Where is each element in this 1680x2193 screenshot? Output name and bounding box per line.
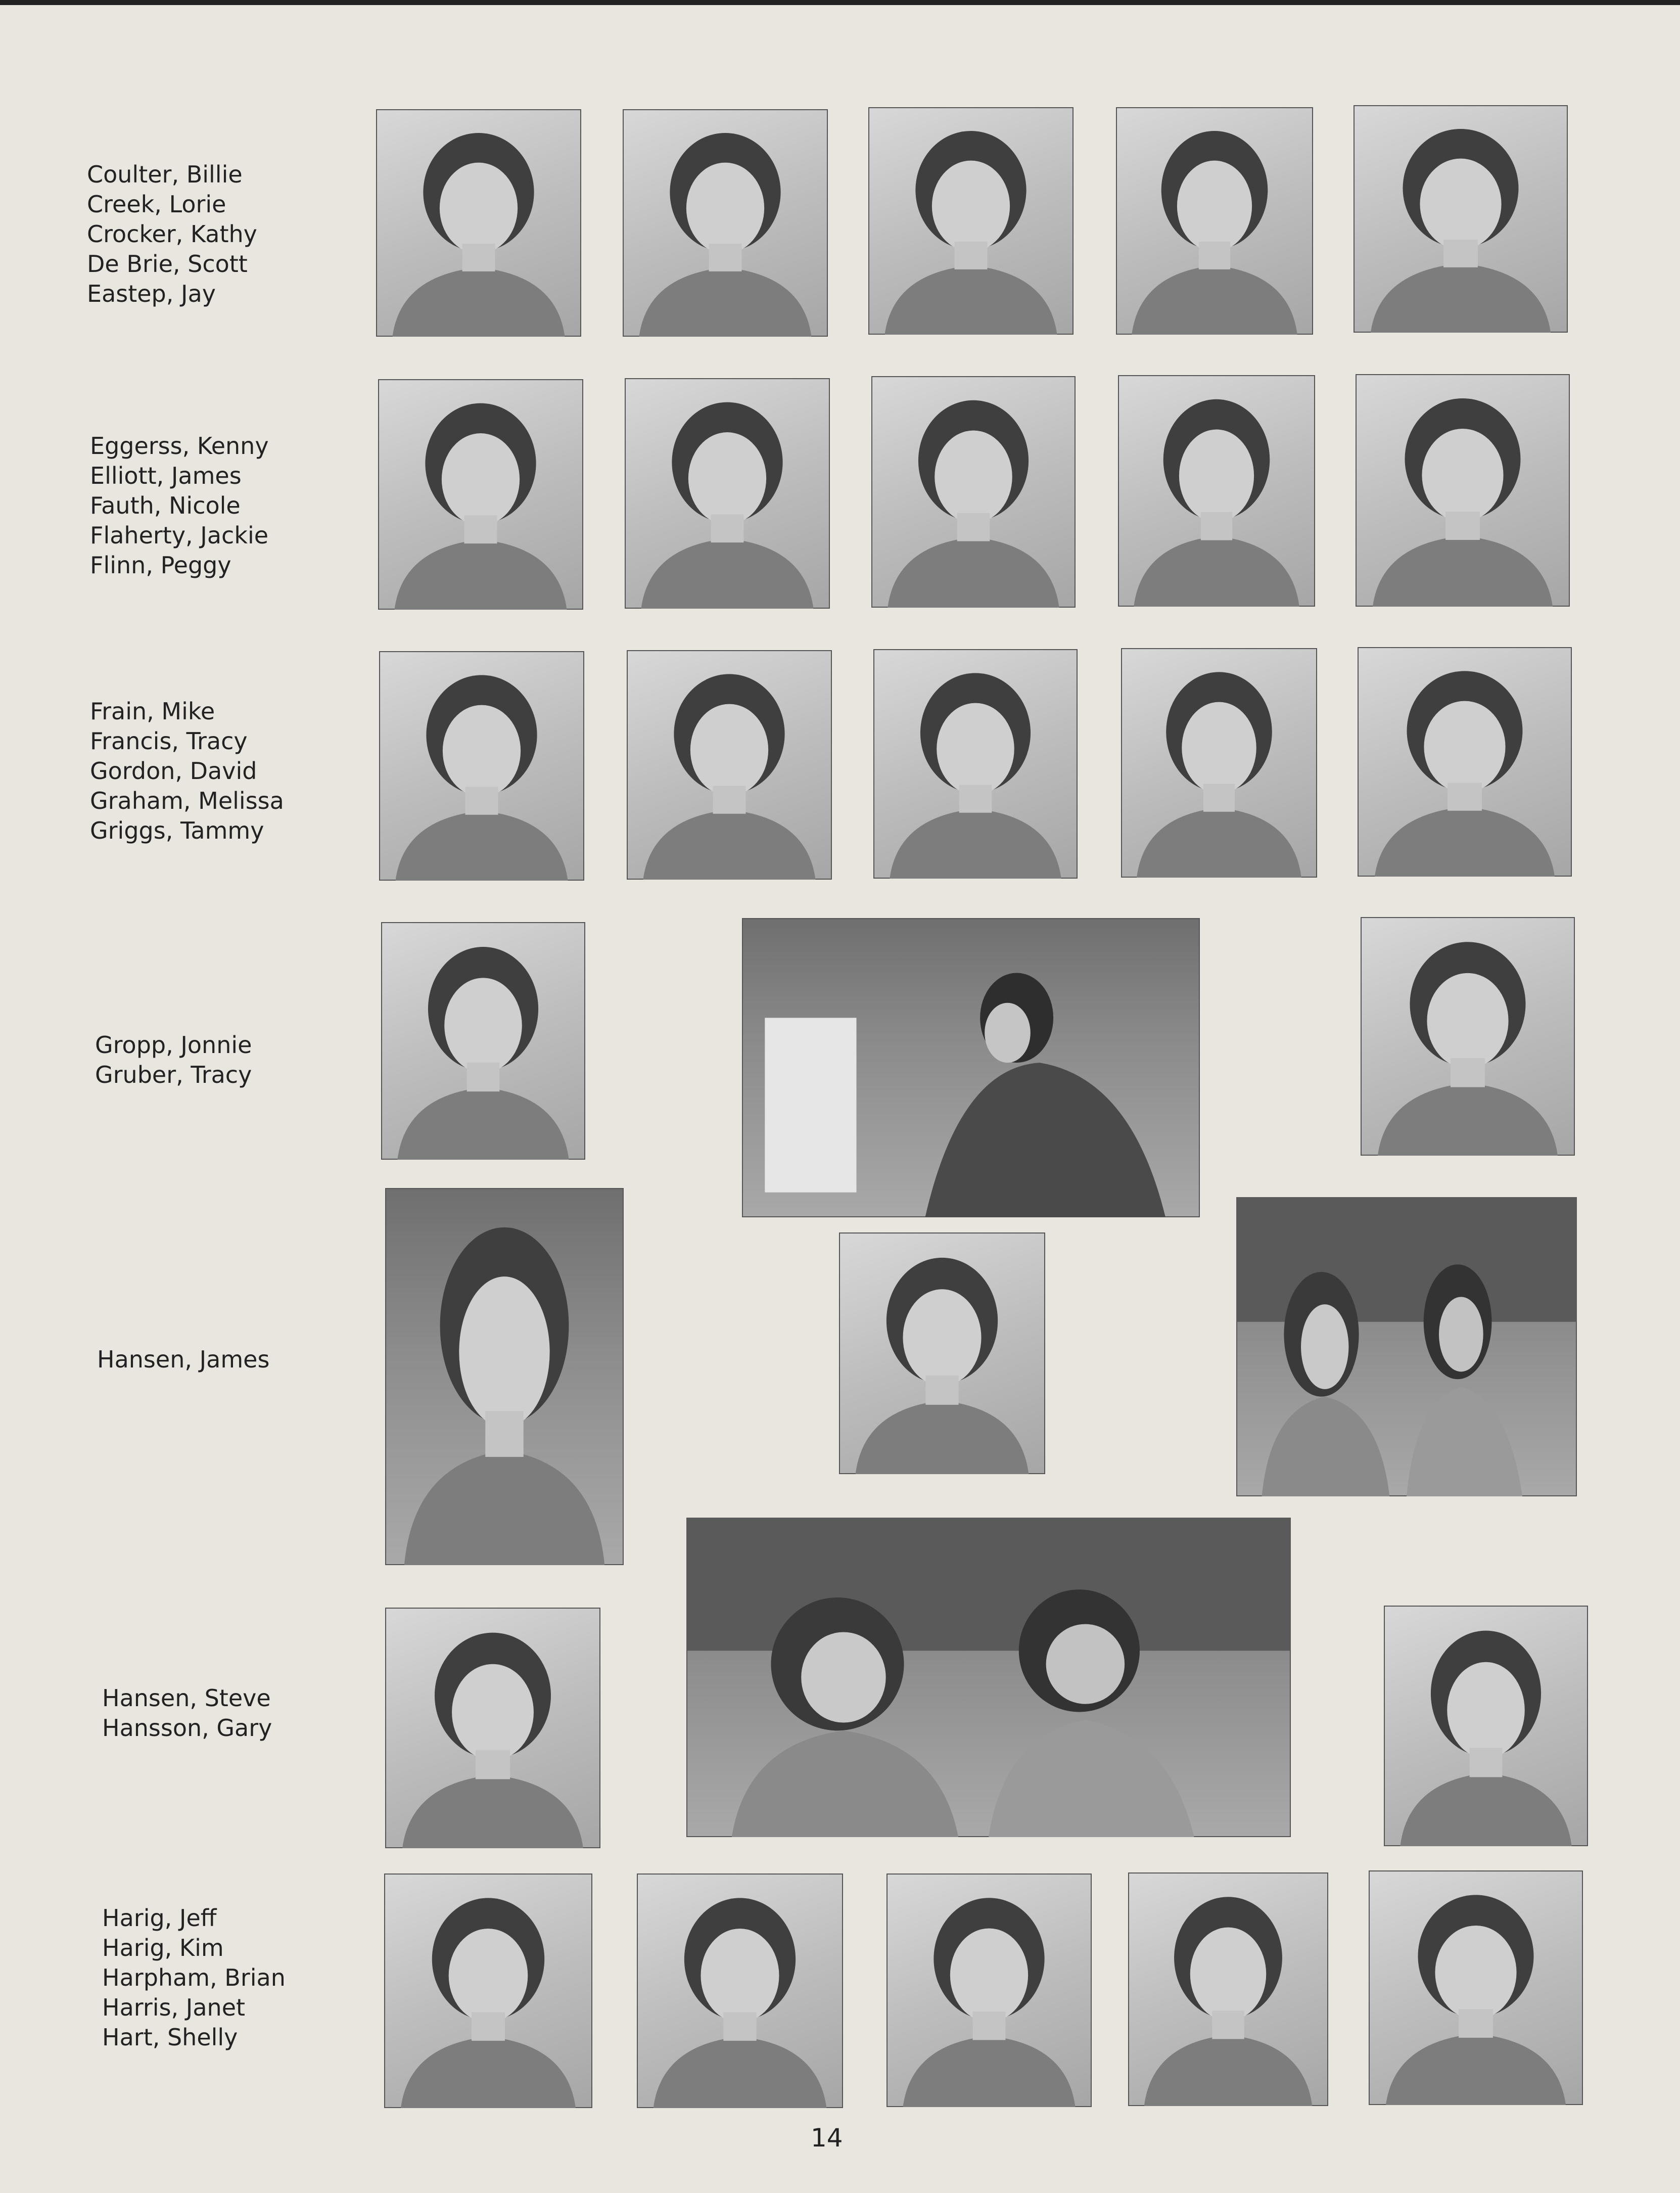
candid-photo-student-glasses [385,1188,624,1565]
name-list-row-4 [95,1030,252,1090]
student-name: Hansen, Steve [102,1684,271,1712]
student-name: Graham, Melissa [90,787,284,814]
student-portrait [1354,105,1568,333]
student-portrait [625,378,830,609]
student-name: Frain, Mike [90,698,215,725]
student-name: Hansen, James [97,1346,270,1373]
student-portrait [1358,647,1572,877]
student-portrait [1116,107,1313,335]
student-name: Elliott, James [90,462,242,489]
student-portrait [637,1874,843,2108]
student-portrait [1121,648,1317,878]
student-name: Fauth, Nicole [90,492,241,519]
student-name: Crocker, Kathy [87,220,257,248]
candid-photo-classroom [686,1518,1291,1837]
page-top-border [0,0,1680,5]
student-portrait [385,1608,600,1848]
student-name: Francis, Tracy [90,727,248,755]
name-list-row-6 [102,1683,272,1743]
student-name: Hart, Shelly [102,2024,238,2051]
student-name: De Brie, Scott [87,250,248,278]
student-portrait [379,651,584,881]
candid-photo-group [1236,1197,1577,1496]
student-portrait [1384,1606,1588,1846]
student-portrait [1369,1870,1583,2105]
student-name: Creek, Lorie [87,191,226,218]
student-portrait [871,376,1076,608]
page-number: 14 [811,2123,843,2153]
student-name: Coulter, Billie [87,161,243,188]
name-list-row-7 [102,1903,286,2052]
student-portrait [868,107,1074,335]
student-portrait [376,109,581,337]
student-name: Eggerss, Kenny [90,432,269,460]
student-name: Gruber, Tracy [95,1061,252,1088]
student-name: Hansson, Gary [102,1714,272,1742]
student-name: Eastep, Jay [87,280,216,307]
name-list-row-3 [90,697,284,846]
student-portrait [1118,375,1315,607]
name-list-row-1 [87,160,257,309]
student-name: Griggs, Tammy [90,817,264,844]
student-portrait [1128,1872,1328,2106]
student-portrait [886,1874,1092,2107]
name-list-row-2 [90,431,269,580]
student-portrait [627,650,832,880]
student-portrait [873,649,1078,879]
student-portrait [378,379,583,610]
student-name: Flinn, Peggy [90,552,231,579]
name-list-row-5 [97,1345,269,1375]
student-name: Harig, Jeff [102,1904,217,1932]
student-name: Harig, Kim [102,1934,224,1961]
student-portrait [839,1232,1045,1474]
student-portrait [1361,917,1575,1156]
student-name: Gropp, Jonnie [95,1031,252,1059]
student-portrait [381,922,585,1160]
student-name: Harris, Janet [102,1994,246,2021]
student-portrait [1356,374,1570,607]
student-name: Gordon, David [90,757,257,785]
student-portrait [623,109,828,337]
student-portrait [384,1874,592,2108]
candid-photo-sewing [742,918,1200,1217]
student-name: Flaherty, Jackie [90,522,269,549]
student-name: Harpham, Brian [102,1964,286,1991]
